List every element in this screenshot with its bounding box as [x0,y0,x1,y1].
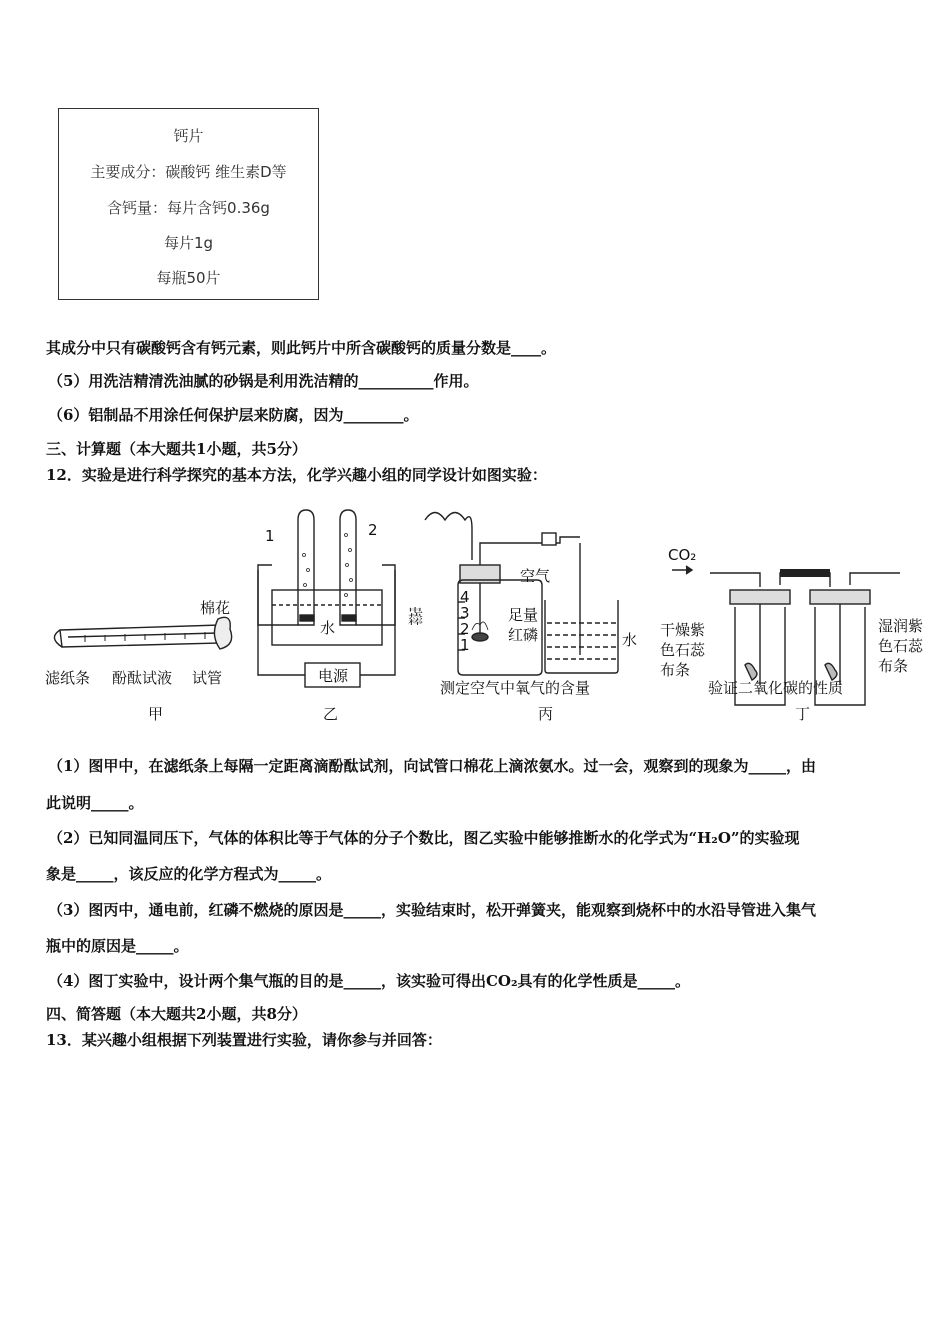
q12-part2-pre: （2）已知同温同压下，气体的体积比等于气体的分子个数比，图乙实验中能够推断水的化学式为“ [48,829,698,847]
q12-part4: （4）图丁实验中，设计两个集气瓶的目的是_____，该实验可得出CO₂具有的化学性质是_____。 [48,972,691,990]
q11-part6: （6）铝制品不用涂任何保护层来防腐，因为________。 [48,406,419,424]
experiment-figure [40,495,940,730]
fig-yi-caption: 乙 [323,705,339,723]
fig-bing-air: 空气 [520,567,551,585]
label-per-tablet: 每片1g [163,234,214,252]
fig-jia-tube: 试管 [192,669,223,687]
q12-part1-line2: 此说明_____。 [46,794,144,812]
q11-mass-fraction: 其成分中只有碳酸钙含有钙元素，则此钙片中所含碳酸钙的质量分数是____。 [46,339,557,357]
fig-yi-power: 电源 [318,667,349,685]
fig-yi-num2: 2 [368,521,378,539]
label-calcium-content: 含钙量：每片含钙0.36g [107,199,270,217]
fig-bing-water: 水 [622,631,638,649]
q13-intro: 13．某兴趣小组根据下列装置进行实验，请你参与并回答： [46,1031,442,1049]
q12-part2-formula: H₂O [697,829,731,847]
fig-yi-water: 水 [320,619,336,637]
fig-bing-desc: 测定空气中氧气的含量 [440,679,591,697]
label-per-bottle: 每瓶50片 [156,269,221,287]
fig-yi-num1: 1 [265,527,275,545]
q12-part3-line2: 瓶中的原因是_____。 [46,937,189,955]
section4-heading: 四、简答题（本大题共2小题，共8分） [46,1005,307,1023]
fig-bing-apparatus [425,513,618,676]
fig-ding-dry3: 布条 [660,661,691,679]
fig-ding-wet2: 色石蕊 [878,637,924,655]
q12-part1-line1: （1）图甲中，在滤纸条上每隔一定距离滴酚酞试剂，向试管口棉花上滴浓氨水。过一会，观察到的现象为_____，由 [48,757,816,775]
section3-heading: 三、计算题（本大题共1小题，共5分） [46,440,307,458]
fig-jia-test-tube [54,617,231,649]
fig-ding-wet1: 湿润紫 [878,617,924,635]
fig-bing-phos2: 红磷 [508,626,539,644]
q12-part3-line1: （3）图丙中，通电前，红磷不燃烧的原因是_____，实验结束时，松开弹簧夹，能观察到烧杯中的水沿导管进入集气 [48,901,816,919]
q12-part2-post: ”的实验现 [730,829,800,847]
calcium-label-box [58,108,319,300]
fig-jia-phenol: 酚酞试液 [112,669,173,687]
fig-ding-desc: 验证二氧化碳的性质 [708,679,844,697]
fig-jia-cotton: 棉花 [200,599,231,617]
label-ingredients: 主要成分：碳酸钙 维生素D等 [90,163,287,181]
fig-bing-n1: 1 [460,636,470,654]
fig-ding-co2: CO₂ [668,546,697,564]
fig-bing-n2: 2 [460,620,470,638]
fig-jia-caption: 甲 [148,705,164,723]
fig-bing-phos1: 足量 [508,606,539,624]
q11-part5: （5）用洗洁精清洗油腻的砂锅是利用洗洁精的__________作用。 [48,372,479,390]
q12-intro: 12．实验是进行科学探究的基本方法，化学兴趣小组的同学设计如图实验： [46,466,547,484]
label-title: 钙片 [173,127,204,145]
q12-part2-line2: 象是_____，该反应的化学方程式为_____。 [46,865,332,883]
fig-ding-wet3: 布条 [878,657,909,675]
fig-jia-filter: 滤纸条 [45,669,91,687]
fig-bing-n3: 3 [460,604,470,622]
fig-bing-rod: 电热棒 [406,607,424,652]
fig-ding-caption: 丁 [795,705,811,723]
fig-bing-n4: 4 [460,588,470,606]
fig-ding-dry2: 色石蕊 [660,641,706,659]
fig-bing-caption: 丙 [538,705,554,723]
fig-ding-dry1: 干燥紫 [660,621,706,639]
q12-part2-line1 [48,827,800,848]
